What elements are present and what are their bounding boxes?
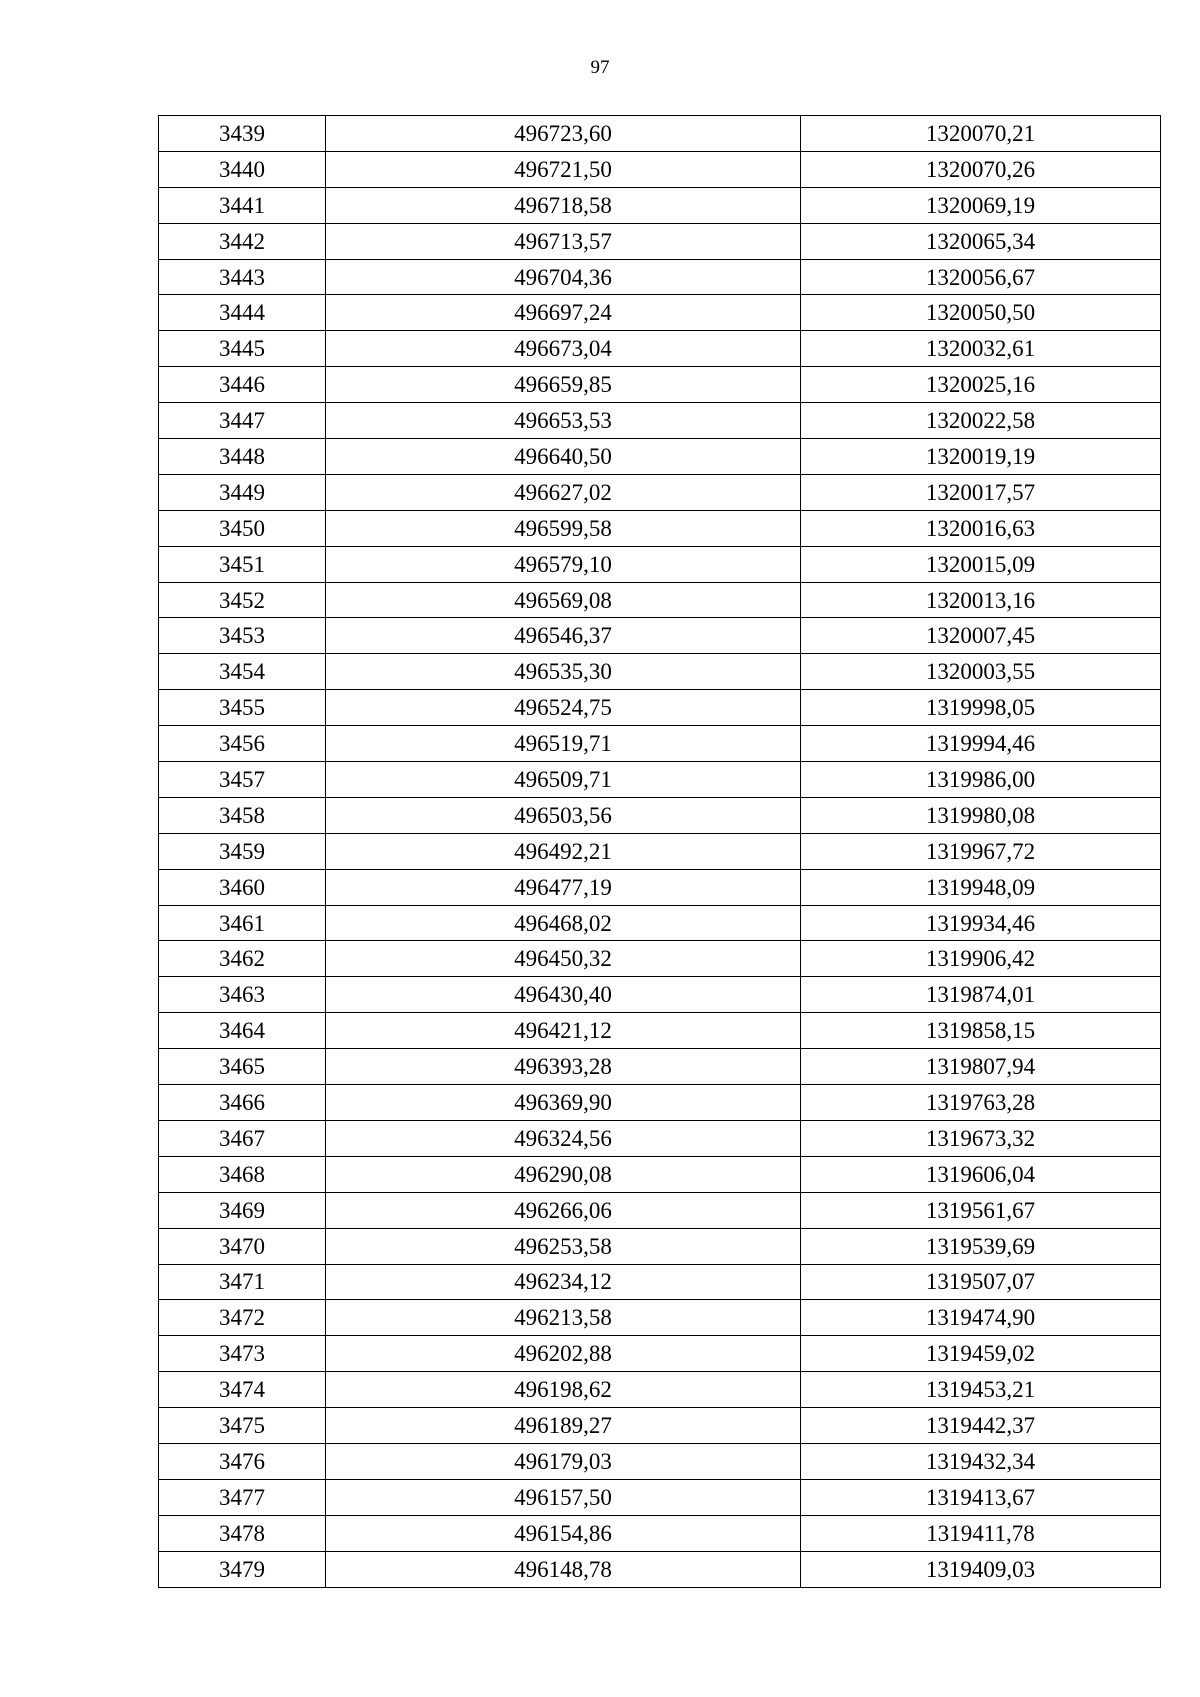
table-row (159, 403, 1161, 439)
table-row (159, 259, 1161, 295)
x-coordinate-cell: 496430,40 (326, 977, 801, 1013)
x-coordinate-cell: 496148,78 (326, 1551, 801, 1587)
y-coordinate-cell: 1319673,32 (801, 1120, 1161, 1156)
point-number-cell: 3462 (159, 941, 326, 977)
table-row (159, 1156, 1161, 1192)
y-coordinate-cell: 1319858,15 (801, 1013, 1161, 1049)
table-row (159, 762, 1161, 798)
point-number-cell: 3445 (159, 331, 326, 367)
y-coordinate-cell: 1319934,46 (801, 905, 1161, 941)
y-coordinate-cell: 1320070,26 (801, 151, 1161, 187)
point-number-cell: 3470 (159, 1228, 326, 1264)
coordinates-table-body (159, 116, 1161, 1588)
table-row (159, 1013, 1161, 1049)
y-coordinate-cell: 1319413,67 (801, 1479, 1161, 1515)
x-coordinate-cell: 496477,19 (326, 869, 801, 905)
y-coordinate-cell: 1320013,16 (801, 582, 1161, 618)
table-row (159, 187, 1161, 223)
y-coordinate-cell: 1319967,72 (801, 833, 1161, 869)
table-row (159, 1551, 1161, 1587)
x-coordinate-cell: 496157,50 (326, 1479, 801, 1515)
table-row (159, 618, 1161, 654)
x-coordinate-cell: 496324,56 (326, 1120, 801, 1156)
x-coordinate-cell: 496492,21 (326, 833, 801, 869)
table-row (159, 1515, 1161, 1551)
point-number-cell: 3446 (159, 367, 326, 403)
point-number-cell: 3439 (159, 116, 326, 152)
x-coordinate-cell: 496535,30 (326, 654, 801, 690)
table-row (159, 726, 1161, 762)
x-coordinate-cell: 496468,02 (326, 905, 801, 941)
table-row (159, 941, 1161, 977)
y-coordinate-cell: 1319539,69 (801, 1228, 1161, 1264)
point-number-cell: 3471 (159, 1264, 326, 1300)
y-coordinate-cell: 1319453,21 (801, 1372, 1161, 1408)
table-row (159, 1372, 1161, 1408)
y-coordinate-cell: 1319874,01 (801, 977, 1161, 1013)
x-coordinate-cell: 496659,85 (326, 367, 801, 403)
x-coordinate-cell: 496503,56 (326, 797, 801, 833)
point-number-cell: 3443 (159, 259, 326, 295)
point-number-cell: 3448 (159, 439, 326, 475)
page-number: 97 (590, 57, 610, 78)
table-row (159, 151, 1161, 187)
y-coordinate-cell: 1319561,67 (801, 1192, 1161, 1228)
point-number-cell: 3449 (159, 474, 326, 510)
x-coordinate-cell: 496627,02 (326, 474, 801, 510)
y-coordinate-cell: 1319807,94 (801, 1049, 1161, 1085)
coordinates-table (158, 115, 1161, 1588)
y-coordinate-cell: 1320070,21 (801, 116, 1161, 152)
y-coordinate-cell: 1319906,42 (801, 941, 1161, 977)
point-number-cell: 3441 (159, 187, 326, 223)
point-number-cell: 3447 (159, 403, 326, 439)
y-coordinate-cell: 1320003,55 (801, 654, 1161, 690)
y-coordinate-cell: 1320025,16 (801, 367, 1161, 403)
x-coordinate-cell: 496697,24 (326, 295, 801, 331)
x-coordinate-cell: 496579,10 (326, 546, 801, 582)
y-coordinate-cell: 1319442,37 (801, 1408, 1161, 1444)
x-coordinate-cell: 496290,08 (326, 1156, 801, 1192)
point-number-cell: 3440 (159, 151, 326, 187)
x-coordinate-cell: 496369,90 (326, 1085, 801, 1121)
x-coordinate-cell: 496640,50 (326, 439, 801, 475)
y-coordinate-cell: 1319606,04 (801, 1156, 1161, 1192)
table-row (159, 367, 1161, 403)
x-coordinate-cell: 496599,58 (326, 510, 801, 546)
y-coordinate-cell: 1320019,19 (801, 439, 1161, 475)
table-row (159, 331, 1161, 367)
table-row (159, 977, 1161, 1013)
table-row (159, 295, 1161, 331)
point-number-cell: 3458 (159, 797, 326, 833)
table-row (159, 905, 1161, 941)
y-coordinate-cell: 1319459,02 (801, 1336, 1161, 1372)
y-coordinate-cell: 1319507,07 (801, 1264, 1161, 1300)
table-row (159, 1443, 1161, 1479)
point-number-cell: 3455 (159, 690, 326, 726)
x-coordinate-cell: 496198,62 (326, 1372, 801, 1408)
x-coordinate-cell: 496253,58 (326, 1228, 801, 1264)
point-number-cell: 3450 (159, 510, 326, 546)
table-row (159, 439, 1161, 475)
x-coordinate-cell: 496718,58 (326, 187, 801, 223)
y-coordinate-cell: 1320032,61 (801, 331, 1161, 367)
table-row (159, 474, 1161, 510)
point-number-cell: 3469 (159, 1192, 326, 1228)
y-coordinate-cell: 1319411,78 (801, 1515, 1161, 1551)
point-number-cell: 3466 (159, 1085, 326, 1121)
point-number-cell: 3472 (159, 1300, 326, 1336)
point-number-cell: 3468 (159, 1156, 326, 1192)
table-row (159, 1408, 1161, 1444)
point-number-cell: 3463 (159, 977, 326, 1013)
x-coordinate-cell: 496673,04 (326, 331, 801, 367)
x-coordinate-cell: 496723,60 (326, 116, 801, 152)
y-coordinate-cell: 1320007,45 (801, 618, 1161, 654)
point-number-cell: 3478 (159, 1515, 326, 1551)
x-coordinate-cell: 496154,86 (326, 1515, 801, 1551)
x-coordinate-cell: 496450,32 (326, 941, 801, 977)
x-coordinate-cell: 496234,12 (326, 1264, 801, 1300)
x-coordinate-cell: 496653,53 (326, 403, 801, 439)
point-number-cell: 3467 (159, 1120, 326, 1156)
table-row (159, 654, 1161, 690)
point-number-cell: 3477 (159, 1479, 326, 1515)
x-coordinate-cell: 496704,36 (326, 259, 801, 295)
table-row (159, 1300, 1161, 1336)
x-coordinate-cell: 496393,28 (326, 1049, 801, 1085)
point-number-cell: 3452 (159, 582, 326, 618)
x-coordinate-cell: 496569,08 (326, 582, 801, 618)
table-row (159, 582, 1161, 618)
point-number-cell: 3474 (159, 1372, 326, 1408)
point-number-cell: 3453 (159, 618, 326, 654)
x-coordinate-cell: 496202,88 (326, 1336, 801, 1372)
point-number-cell: 3464 (159, 1013, 326, 1049)
table-row (159, 869, 1161, 905)
x-coordinate-cell: 496509,71 (326, 762, 801, 798)
table-row (159, 510, 1161, 546)
y-coordinate-cell: 1320065,34 (801, 223, 1161, 259)
point-number-cell: 3444 (159, 295, 326, 331)
y-coordinate-cell: 1319948,09 (801, 869, 1161, 905)
point-number-cell: 3457 (159, 762, 326, 798)
x-coordinate-cell: 496179,03 (326, 1443, 801, 1479)
table-row (159, 1336, 1161, 1372)
point-number-cell: 3442 (159, 223, 326, 259)
point-number-cell: 3473 (159, 1336, 326, 1372)
table-row (159, 690, 1161, 726)
y-coordinate-cell: 1319994,46 (801, 726, 1161, 762)
point-number-cell: 3475 (159, 1408, 326, 1444)
table-row (159, 116, 1161, 152)
x-coordinate-cell: 496189,27 (326, 1408, 801, 1444)
x-coordinate-cell: 496213,58 (326, 1300, 801, 1336)
table-row (159, 1192, 1161, 1228)
point-number-cell: 3454 (159, 654, 326, 690)
point-number-cell: 3465 (159, 1049, 326, 1085)
x-coordinate-cell: 496266,06 (326, 1192, 801, 1228)
y-coordinate-cell: 1319409,03 (801, 1551, 1161, 1587)
x-coordinate-cell: 496421,12 (326, 1013, 801, 1049)
table-row (159, 1479, 1161, 1515)
point-number-cell: 3461 (159, 905, 326, 941)
y-coordinate-cell: 1320016,63 (801, 510, 1161, 546)
y-coordinate-cell: 1320050,50 (801, 295, 1161, 331)
table-row (159, 1049, 1161, 1085)
y-coordinate-cell: 1320017,57 (801, 474, 1161, 510)
x-coordinate-cell: 496713,57 (326, 223, 801, 259)
y-coordinate-cell: 1319474,90 (801, 1300, 1161, 1336)
x-coordinate-cell: 496524,75 (326, 690, 801, 726)
table-row (159, 833, 1161, 869)
y-coordinate-cell: 1320022,58 (801, 403, 1161, 439)
point-number-cell: 3476 (159, 1443, 326, 1479)
x-coordinate-cell: 496546,37 (326, 618, 801, 654)
point-number-cell: 3456 (159, 726, 326, 762)
point-number-cell: 3479 (159, 1551, 326, 1587)
y-coordinate-cell: 1320056,67 (801, 259, 1161, 295)
y-coordinate-cell: 1319432,34 (801, 1443, 1161, 1479)
y-coordinate-cell: 1319998,05 (801, 690, 1161, 726)
point-number-cell: 3451 (159, 546, 326, 582)
table-row (159, 797, 1161, 833)
point-number-cell: 3460 (159, 869, 326, 905)
x-coordinate-cell: 496519,71 (326, 726, 801, 762)
y-coordinate-cell: 1320015,09 (801, 546, 1161, 582)
table-row (159, 1228, 1161, 1264)
y-coordinate-cell: 1319986,00 (801, 762, 1161, 798)
y-coordinate-cell: 1319763,28 (801, 1085, 1161, 1121)
point-number-cell: 3459 (159, 833, 326, 869)
table-row (159, 1120, 1161, 1156)
x-coordinate-cell: 496721,50 (326, 151, 801, 187)
table-row (159, 546, 1161, 582)
y-coordinate-cell: 1319980,08 (801, 797, 1161, 833)
table-row (159, 223, 1161, 259)
table-row (159, 1264, 1161, 1300)
table-row (159, 1085, 1161, 1121)
y-coordinate-cell: 1320069,19 (801, 187, 1161, 223)
